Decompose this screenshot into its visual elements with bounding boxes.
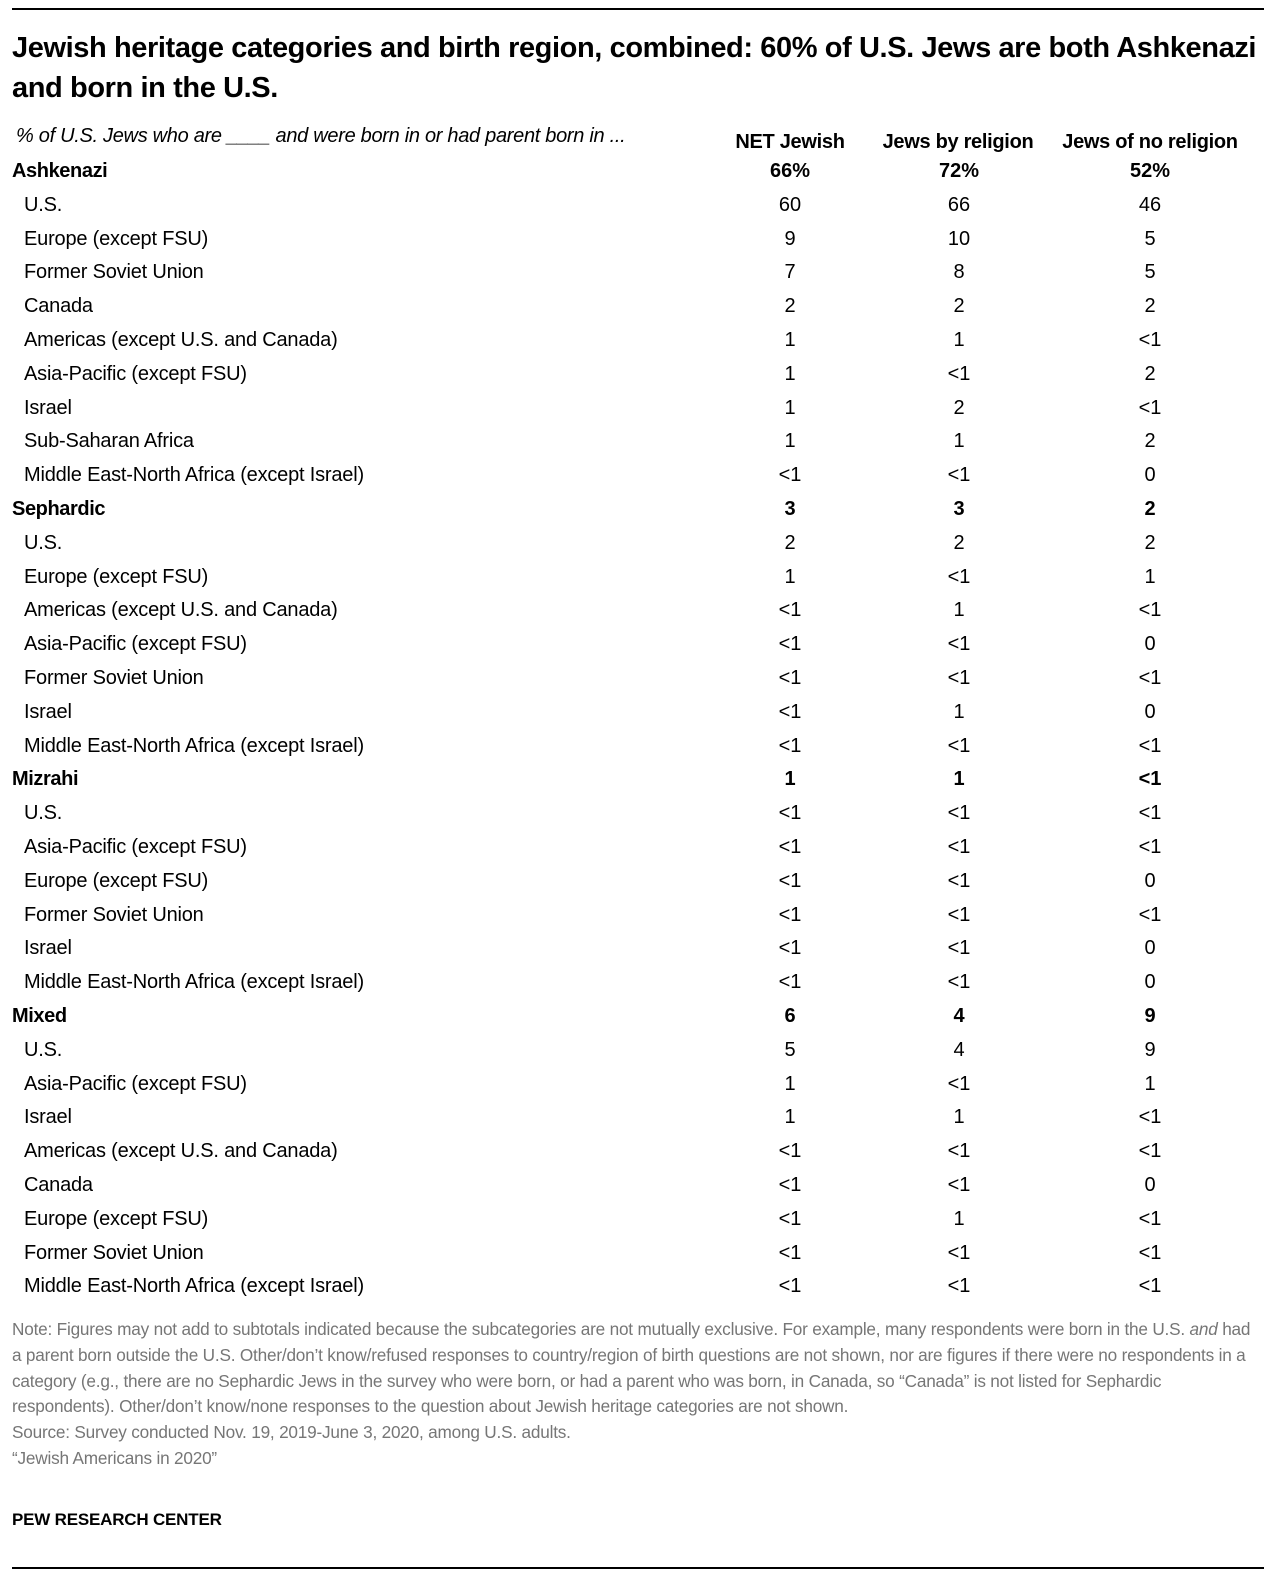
cell-value: <1 (947, 1140, 971, 1163)
cell-value: <1 (1138, 599, 1162, 622)
cell-value: 2 (784, 531, 796, 554)
cell-value: <1 (947, 666, 971, 689)
cell-value: 0 (1144, 464, 1156, 487)
table-row (0, 1099, 1276, 1133)
top-rule (12, 8, 1264, 10)
cell-value: 9 (784, 227, 796, 250)
group-value: 72% (938, 160, 980, 182)
cell-value: 1 (784, 1106, 796, 1129)
cell-value: <1 (778, 1275, 802, 1298)
table-row (0, 897, 1276, 931)
cell-value: 2 (784, 295, 796, 318)
table-row (0, 356, 1276, 390)
data-table (0, 153, 1276, 1302)
table-row (0, 863, 1276, 897)
cell-value: <1 (947, 1173, 971, 1196)
cell-value: <1 (1138, 1106, 1162, 1129)
region-label: Israel (24, 700, 72, 723)
note-emphasis: and (1189, 1319, 1218, 1339)
cell-value: 1 (784, 362, 796, 385)
cell-value: <1 (1138, 1275, 1162, 1298)
cell-value: <1 (947, 565, 971, 588)
note-text-part1: Note: Figures may not add to subtotals indicated because the subcategories are not mutually exclusive. For example, many respondents were born in the U.S. (12, 1319, 1190, 1339)
cell-value: 1 (953, 328, 965, 351)
footnote (12, 1317, 1257, 1472)
cell-value: 0 (1144, 971, 1156, 994)
table-row (0, 254, 1276, 288)
cell-value: <1 (947, 1072, 971, 1095)
cell-value: 1 (1144, 1072, 1156, 1095)
table-row (0, 626, 1276, 660)
cell-value: 0 (1144, 869, 1156, 892)
region-label: Asia-Pacific (except FSU) (24, 835, 247, 858)
group-row-sephardic (0, 491, 1276, 525)
cell-value: <1 (947, 802, 971, 825)
cell-value: <1 (1138, 903, 1162, 926)
cell-value: <1 (778, 1173, 802, 1196)
column-header-jews-by-religion: Jews by religion (882, 131, 1034, 153)
region-label: Former Soviet Union (24, 903, 204, 926)
cell-value: <1 (947, 835, 971, 858)
group-label: Mixed (12, 1004, 67, 1027)
cell-value: 2 (953, 531, 965, 554)
cell-value: 60 (778, 193, 802, 216)
cell-value: <1 (778, 971, 802, 994)
region-label: Israel (24, 937, 72, 960)
cell-value: 1 (953, 1106, 965, 1129)
table-row (0, 1201, 1276, 1235)
column-header-net-jewish: NET Jewish (735, 131, 845, 153)
cell-value: <1 (1138, 328, 1162, 351)
cell-value: 0 (1144, 937, 1156, 960)
cell-value: 2 (1144, 430, 1156, 453)
region-label: Americas (except U.S. and Canada) (24, 1140, 338, 1163)
cell-value: <1 (778, 937, 802, 960)
cell-value: <1 (1138, 396, 1162, 419)
table-row (0, 423, 1276, 457)
region-label: Europe (except FSU) (24, 869, 209, 892)
table-row (0, 1235, 1276, 1269)
cell-value: 10 (947, 227, 971, 250)
cell-value: <1 (778, 802, 802, 825)
cell-value: <1 (947, 1275, 971, 1298)
cell-value: 1 (784, 328, 796, 351)
table-row (0, 1268, 1276, 1302)
cell-value: <1 (778, 835, 802, 858)
cell-value: <1 (778, 869, 802, 892)
region-label: Americas (except U.S. and Canada) (24, 328, 338, 351)
table-row (0, 694, 1276, 728)
group-value: 3 (953, 497, 965, 520)
group-value: 1 (784, 768, 796, 791)
region-label: Middle East-North Africa (except Israel) (24, 971, 364, 994)
cell-value: 9 (1144, 1038, 1156, 1061)
cell-value: 1 (784, 430, 796, 453)
group-value: 66% (769, 160, 811, 182)
cell-value: 1 (784, 565, 796, 588)
region-label: Europe (except FSU) (24, 1207, 209, 1230)
cell-value: <1 (947, 869, 971, 892)
cell-value: 0 (1144, 633, 1156, 656)
cell-value: 2 (953, 295, 965, 318)
region-label: Former Soviet Union (24, 261, 204, 284)
region-label: U.S. (24, 802, 63, 825)
group-value: 2 (1144, 497, 1156, 520)
region-label: Asia-Pacific (except FSU) (24, 362, 247, 385)
table-row (0, 187, 1276, 221)
region-label: Former Soviet Union (24, 666, 204, 689)
cell-value: <1 (1138, 734, 1162, 757)
cell-value: 1 (953, 599, 965, 622)
group-value: 1 (953, 768, 965, 791)
table-row (0, 525, 1276, 559)
table-row (0, 728, 1276, 762)
cell-value: 5 (784, 1038, 796, 1061)
region-label: U.S. (24, 531, 63, 554)
cell-value: 1 (953, 430, 965, 453)
region-label: Sub-Saharan Africa (24, 430, 194, 453)
cell-value: 1 (1144, 565, 1156, 588)
cell-value: <1 (778, 666, 802, 689)
group-label: Ashkenazi (12, 160, 108, 182)
cell-value: <1 (778, 734, 802, 757)
region-label: Asia-Pacific (except FSU) (24, 633, 247, 656)
group-row-mixed (0, 998, 1276, 1032)
cell-value: <1 (778, 633, 802, 656)
cell-value: <1 (947, 937, 971, 960)
cell-value: 8 (953, 261, 965, 284)
cell-value: 5 (1144, 261, 1156, 284)
cell-value: <1 (778, 1241, 802, 1264)
table-row (0, 1133, 1276, 1167)
table-row (0, 288, 1276, 322)
table-row (0, 221, 1276, 255)
group-value: 3 (784, 497, 796, 520)
cell-value: <1 (947, 1241, 971, 1264)
cell-value: <1 (778, 464, 802, 487)
region-label: Israel (24, 1106, 72, 1129)
group-value: 4 (953, 1004, 965, 1027)
group-label: Sephardic (12, 497, 106, 520)
table-row (0, 930, 1276, 964)
table-subtitle: % of U.S. Jews who are ____ and were born in or had parent born in ... (16, 125, 626, 147)
group-value: 6 (784, 1004, 796, 1027)
cell-value: 0 (1144, 700, 1156, 723)
table-row (0, 795, 1276, 829)
group-value: 9 (1144, 1004, 1156, 1027)
cell-value: 4 (953, 1038, 965, 1061)
chart-title: Jewish heritage categories and birth region, combined: 60% of U.S. Jews are both Ashkenazi and born in the U.S. (12, 32, 1257, 104)
group-row-ashkenazi (0, 153, 1276, 187)
cell-value: <1 (1138, 1140, 1162, 1163)
source-text: Source: Survey conducted Nov. 19, 2019-June 3, 2020, among U.S. adults. (12, 1422, 571, 1443)
pew-logo-text: PEW RESEARCH CENTER (12, 1510, 222, 1529)
table-row (0, 390, 1276, 424)
region-label: U.S. (24, 193, 63, 216)
cell-value: <1 (947, 903, 971, 926)
cell-value: <1 (778, 903, 802, 926)
cell-value: 1 (784, 1072, 796, 1095)
cell-value: 1 (784, 396, 796, 419)
region-label: Asia-Pacific (except FSU) (24, 1072, 247, 1095)
cell-value: 46 (1138, 193, 1162, 216)
region-label: Middle East-North Africa (except Israel) (24, 734, 364, 757)
table-row (0, 322, 1276, 356)
group-row-mizrahi (0, 761, 1276, 795)
cell-value: <1 (1138, 1241, 1162, 1264)
region-label: U.S. (24, 1038, 63, 1061)
bottom-rule (12, 1567, 1264, 1569)
table-row (0, 1167, 1276, 1201)
table-row (0, 829, 1276, 863)
region-label: Former Soviet Union (24, 1241, 204, 1264)
cell-value: 1 (953, 1207, 965, 1230)
cell-value: <1 (1138, 1207, 1162, 1230)
table-row (0, 1032, 1276, 1066)
table-row (0, 457, 1276, 491)
cell-value: <1 (947, 362, 971, 385)
cell-value: 2 (1144, 295, 1156, 318)
region-label: Middle East-North Africa (except Israel) (24, 464, 364, 487)
cell-value: <1 (778, 700, 802, 723)
cell-value: <1 (947, 971, 971, 994)
cell-value: <1 (778, 1207, 802, 1230)
region-label: Europe (except FSU) (24, 227, 209, 250)
table-row (0, 660, 1276, 694)
cell-value: <1 (947, 464, 971, 487)
report-title: “Jewish Americans in 2020” (12, 1447, 217, 1468)
region-label: Canada (24, 295, 93, 318)
cell-value: <1 (1138, 835, 1162, 858)
table-row (0, 559, 1276, 593)
cell-value: <1 (778, 599, 802, 622)
cell-value: 2 (1144, 531, 1156, 554)
cell-value: 2 (1144, 362, 1156, 385)
group-value: <1 (1138, 768, 1162, 791)
region-label: Canada (24, 1173, 93, 1196)
region-label: Europe (except FSU) (24, 565, 209, 588)
cell-value: <1 (1138, 802, 1162, 825)
note-text-part2: had a parent born outside the U.S. Other/don’t know/refused responses to country/region of birth questions are not shown, nor are figures if there were no respondents in a category (e.g., there are no Sephardic Jews in the survey who were born, or had a parent who was born, in Canada, so “Canada” is not listed for Sephardic respondents). Other/don’t know/none responses to the question about Jewish heritage categories are not shown. (12, 1319, 1251, 1417)
cell-value: <1 (778, 1140, 802, 1163)
cell-value: 5 (1144, 227, 1156, 250)
region-label: Americas (except U.S. and Canada) (24, 599, 338, 622)
region-label: Israel (24, 396, 72, 419)
cell-value: <1 (1138, 666, 1162, 689)
table-row (0, 592, 1276, 626)
column-header-jews-of-no-religion: Jews of no religion (1062, 131, 1238, 153)
table-row (0, 964, 1276, 998)
cell-value: 7 (784, 261, 796, 284)
table-row (0, 1066, 1276, 1100)
group-value: 52% (1129, 160, 1171, 182)
cell-value: 1 (953, 700, 965, 723)
cell-value: <1 (947, 734, 971, 757)
region-label: Middle East-North Africa (except Israel) (24, 1275, 364, 1298)
cell-value: 0 (1144, 1173, 1156, 1196)
cell-value: <1 (947, 633, 971, 656)
cell-value: 2 (953, 396, 965, 419)
group-label: Mizrahi (12, 768, 79, 791)
cell-value: 66 (947, 193, 971, 216)
